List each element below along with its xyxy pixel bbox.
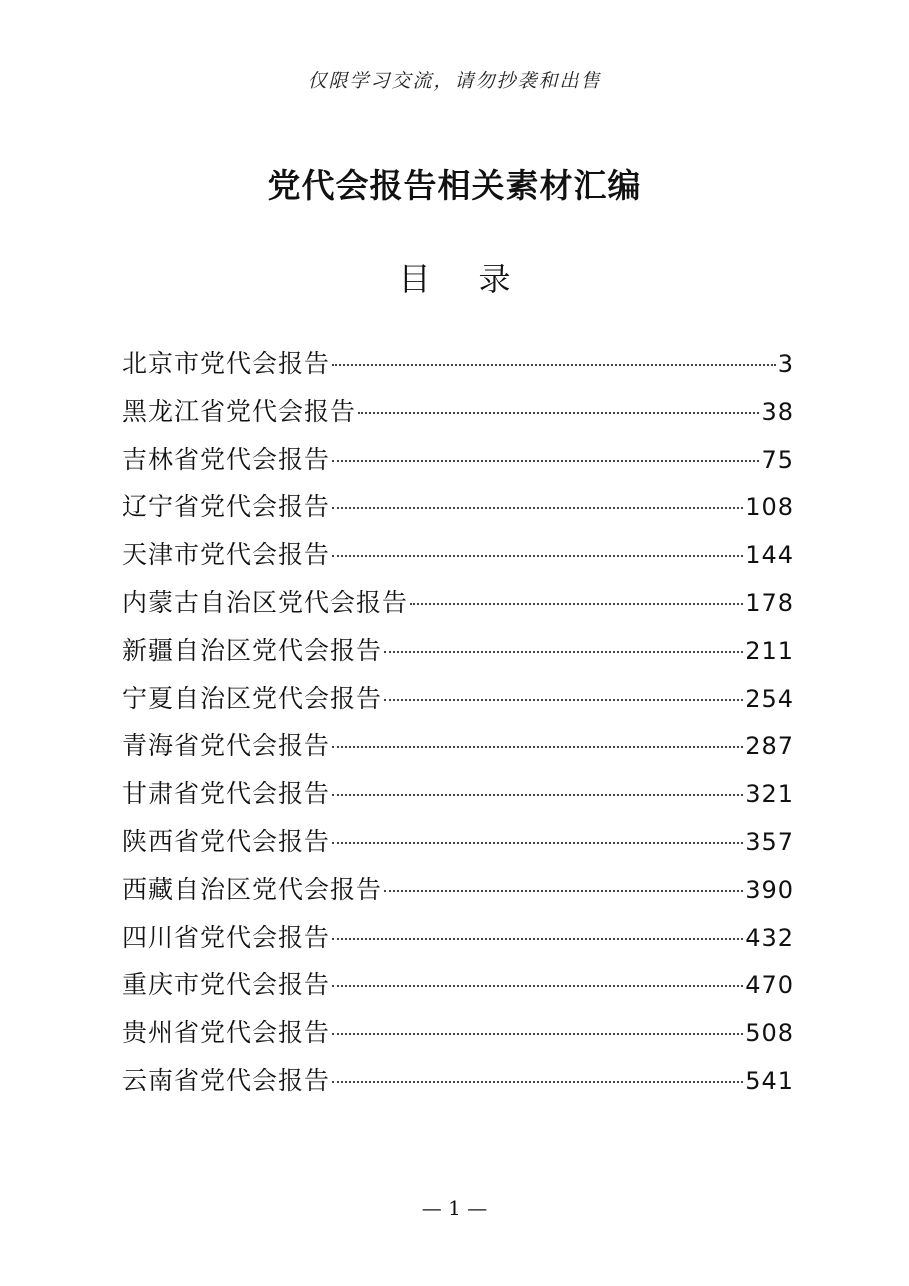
toc-entry[interactable] xyxy=(122,436,794,484)
toc-leader-dots xyxy=(332,794,743,796)
toc-entry-label: 云南省党代会报告 xyxy=(122,1065,331,1095)
toc-entry-page: 470 xyxy=(745,971,794,1000)
toc-entry-page: 432 xyxy=(745,923,794,952)
toc-leader-dots xyxy=(332,746,743,748)
toc-leader-dots xyxy=(332,1081,743,1083)
toc-entry-page: 38 xyxy=(761,397,794,426)
page-number: — 1 — xyxy=(421,1196,488,1220)
toc-entry[interactable] xyxy=(122,579,794,627)
toc-entry[interactable] xyxy=(122,770,794,818)
toc-entry-label: 内蒙古自治区党代会报告 xyxy=(122,587,409,617)
toc-leader-dots xyxy=(332,1033,743,1035)
toc-entry-label: 贵州省党代会报告 xyxy=(122,1018,331,1048)
toc-entry-page: 321 xyxy=(745,780,794,809)
toc-entry[interactable] xyxy=(122,388,794,436)
toc-leader-dots xyxy=(384,651,743,653)
toc-entry-page: 108 xyxy=(745,493,794,522)
toc-entry[interactable] xyxy=(122,483,794,531)
toc-heading xyxy=(0,254,909,300)
toc-entry-label: 新疆自治区党代会报告 xyxy=(122,635,383,665)
toc-entry[interactable] xyxy=(122,914,794,962)
toc-entry-page: 541 xyxy=(745,1066,794,1095)
toc-entry-page: 357 xyxy=(745,827,794,856)
toc-entry-page: 3 xyxy=(777,350,794,378)
toc-entry-page: 287 xyxy=(745,732,794,761)
toc-entry[interactable] xyxy=(122,722,794,770)
toc-entry-page: 390 xyxy=(745,875,794,904)
toc-leader-dots xyxy=(384,699,743,701)
toc-entry-label: 天津市党代会报告 xyxy=(122,540,331,570)
toc-entry-label: 西藏自治区党代会报告 xyxy=(122,874,383,904)
toc-entry-label: 黑龙江省党代会报告 xyxy=(122,396,357,426)
toc-entry[interactable] xyxy=(122,961,794,1009)
toc-entry-label: 四川省党代会报告 xyxy=(122,922,331,952)
toc-entry-label: 甘肃省党代会报告 xyxy=(122,779,331,809)
toc-entry[interactable] xyxy=(122,1057,794,1105)
toc-leader-dots xyxy=(332,555,743,557)
toc-leader-dots xyxy=(358,412,759,414)
toc-leader-dots xyxy=(410,603,743,605)
toc-heading-char-1: 目 xyxy=(398,260,431,298)
toc-entry[interactable] xyxy=(122,531,794,579)
toc-leader-dots xyxy=(332,507,743,509)
toc-entry[interactable] xyxy=(122,627,794,675)
toc-leader-dots xyxy=(332,985,743,987)
toc-entry[interactable] xyxy=(122,866,794,914)
toc-entry-label: 陕西省党代会报告 xyxy=(122,826,331,856)
toc-entry-label: 青海省党代会报告 xyxy=(122,731,331,761)
toc-entry-page: 508 xyxy=(745,1019,794,1048)
toc-leader-dots xyxy=(332,842,743,844)
toc-entry-page: 178 xyxy=(745,588,794,617)
toc-entry-page: 144 xyxy=(745,541,794,570)
toc-leader-dots xyxy=(332,938,743,940)
toc-entry[interactable] xyxy=(122,675,794,723)
toc-entry-page: 211 xyxy=(745,636,794,665)
toc-entry[interactable] xyxy=(122,818,794,866)
toc-entry-label: 重庆市党代会报告 xyxy=(122,970,331,1000)
toc-entry[interactable] xyxy=(122,340,794,388)
table-of-contents xyxy=(122,340,794,1105)
toc-entry-label: 辽宁省党代会报告 xyxy=(122,492,331,522)
watermark-text: 仅限学习交流，请勿抄袭和出售 xyxy=(307,70,602,92)
toc-leader-dots xyxy=(384,890,743,892)
toc-heading-char-2: 录 xyxy=(478,260,511,298)
toc-entry-label: 吉林省党代会报告 xyxy=(122,444,331,474)
toc-entry-label: 宁夏自治区党代会报告 xyxy=(122,683,383,713)
toc-leader-dots xyxy=(332,364,776,366)
toc-entry-label: 北京市党代会报告 xyxy=(122,349,331,378)
toc-entry[interactable] xyxy=(122,1009,794,1057)
toc-entry-page: 75 xyxy=(761,445,794,474)
toc-entry-page: 254 xyxy=(745,684,794,713)
document-title: 党代会报告相关素材汇编 xyxy=(267,166,642,205)
toc-leader-dots xyxy=(332,460,759,462)
